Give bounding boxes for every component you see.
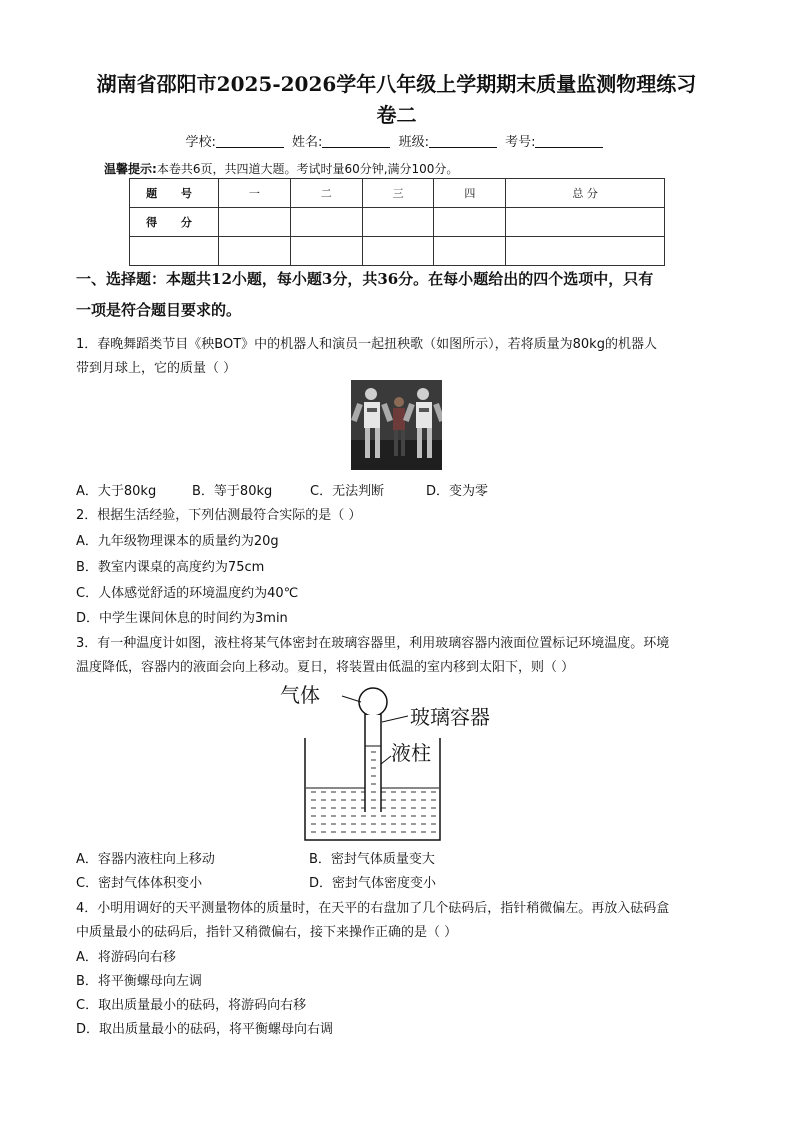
score-cell[interactable] (290, 208, 362, 237)
q4-option-b[interactable]: B．将平衡螺母向左调 (76, 974, 202, 989)
q2-option-c[interactable]: C．人体感觉舒适的环境温度约为40℃ (76, 586, 299, 601)
q4-option-d[interactable]: D．取出质量最小的砝码，将平衡螺母向右调 (76, 1022, 334, 1037)
blank-cell[interactable] (219, 237, 291, 266)
q4-stem-line2: 中质量最小的砝码后，指针又稍微偏右，接下来操作正确的是（ ） (76, 925, 458, 940)
score-cell[interactable] (506, 208, 665, 237)
notice (104, 160, 458, 177)
q4-option-c[interactable]: C．取出质量最小的砝码，将游码向右移 (76, 998, 307, 1013)
name-blank[interactable] (322, 134, 390, 148)
q2-option-d[interactable]: D．中学生课间休息的时间约为3min (76, 611, 288, 626)
score-cell[interactable] (219, 208, 291, 237)
q1-stem-line1: 1．春晚舞蹈类节目《秧BOT》中的机器人和演员一起扭秧歌（如图所示），若将质量为80kg的机器人 (76, 337, 657, 352)
school-label: 学校: (185, 135, 216, 150)
blank-cell[interactable] (362, 237, 434, 266)
gas-thermometer-diagram (270, 676, 530, 844)
q4-stem-line1: 4．小明用调好的天平测量物体的质量时，在天平的右盘加了几个砝码后，指针稍微偏左。再放入砝码盒 (76, 901, 670, 916)
q4-option-a[interactable]: A．将游码向右移 (76, 950, 176, 965)
q3-option-d[interactable]: D．密封气体密度变小 (309, 876, 437, 891)
q3-option-a[interactable]: A．容器内液柱向上移动 (76, 852, 215, 867)
section1-heading-line2: 一项是符合题目要求的。 (76, 301, 242, 319)
q1-option-c[interactable]: C．无法判断 (310, 484, 385, 499)
score-cell[interactable] (434, 208, 506, 237)
table-cell-part1: 一 (219, 179, 291, 208)
robot-dance-photo (351, 380, 442, 470)
table-cell-part2: 二 (290, 179, 362, 208)
q1-option-a[interactable]: A．大于80kg (76, 484, 157, 499)
q2-option-a[interactable]: A．九年级物理课本的质量约为20g (76, 534, 279, 549)
score-table-blank-row (130, 237, 665, 266)
exam-title-line1: 湖南省邵阳市2025-2026学年八年级上学期期末质量监测物理练习 (96, 72, 697, 96)
student-info-row (0, 131, 793, 150)
q3-option-c[interactable]: C．密封气体体积变小 (76, 876, 203, 891)
table-cell-score-label: 得 分 (130, 208, 219, 237)
class-label: 班级: (398, 135, 429, 150)
exam-number-blank[interactable] (535, 134, 603, 148)
label-gas: 气体 (280, 683, 320, 707)
label-glass-container: 玻璃容器 (410, 705, 490, 729)
school-blank[interactable] (216, 134, 284, 148)
q1-stem-line2: 带到月球上，它的质量（ ） (76, 361, 237, 376)
robot-dance-illustration (351, 380, 442, 470)
table-cell-part4: 四 (434, 179, 506, 208)
q3-stem-line1: 3．有一种温度计如图，液柱将某气体密封在玻璃容器里，利用玻璃容器内液面位置标记环境温度。环境 (76, 636, 670, 651)
q3-stem-line2: 温度降低，容器内的液面会向上移动。夏日，将装置由低温的室内移到太阳下，则（ ） (76, 660, 575, 675)
exam-title-line2: 卷二 (376, 103, 417, 127)
table-cell-total: 总 分 (506, 179, 665, 208)
q1-option-b[interactable]: B．等于80kg (192, 484, 273, 499)
notice-label: 温馨提示: (104, 162, 157, 176)
blank-cell[interactable] (434, 237, 506, 266)
score-table-header-row (130, 179, 665, 208)
notice-text: 本卷共6页，共四道大题。考试时量60分钟,满分100分。 (156, 162, 459, 176)
q2-stem: 2．根据生活经验，下列估测最符合实际的是（ ） (76, 508, 362, 523)
blank-cell[interactable] (290, 237, 362, 266)
score-table (129, 178, 665, 266)
class-blank[interactable] (429, 134, 497, 148)
score-cell[interactable] (362, 208, 434, 237)
exam-number-label: 考号: (505, 135, 536, 150)
q3-option-b[interactable]: B．密封气体质量变大 (309, 852, 435, 867)
section1-heading-line1: 一、选择题：本题共12小题，每小题3分，共36分。在每小题给出的四个选项中，只有 (76, 270, 654, 288)
table-cell-question-no: 题 号 (130, 179, 219, 208)
blank-cell[interactable] (506, 237, 665, 266)
name-label: 姓名: (292, 135, 323, 150)
blank-cell[interactable] (130, 237, 219, 266)
table-cell-part3: 三 (362, 179, 434, 208)
score-table-score-row (130, 208, 665, 237)
q2-option-b[interactable]: B．教室内课桌的高度约为75cm (76, 560, 265, 575)
q1-option-d[interactable]: D．变为零 (426, 484, 489, 499)
label-liquid-column: 液柱 (391, 741, 431, 765)
